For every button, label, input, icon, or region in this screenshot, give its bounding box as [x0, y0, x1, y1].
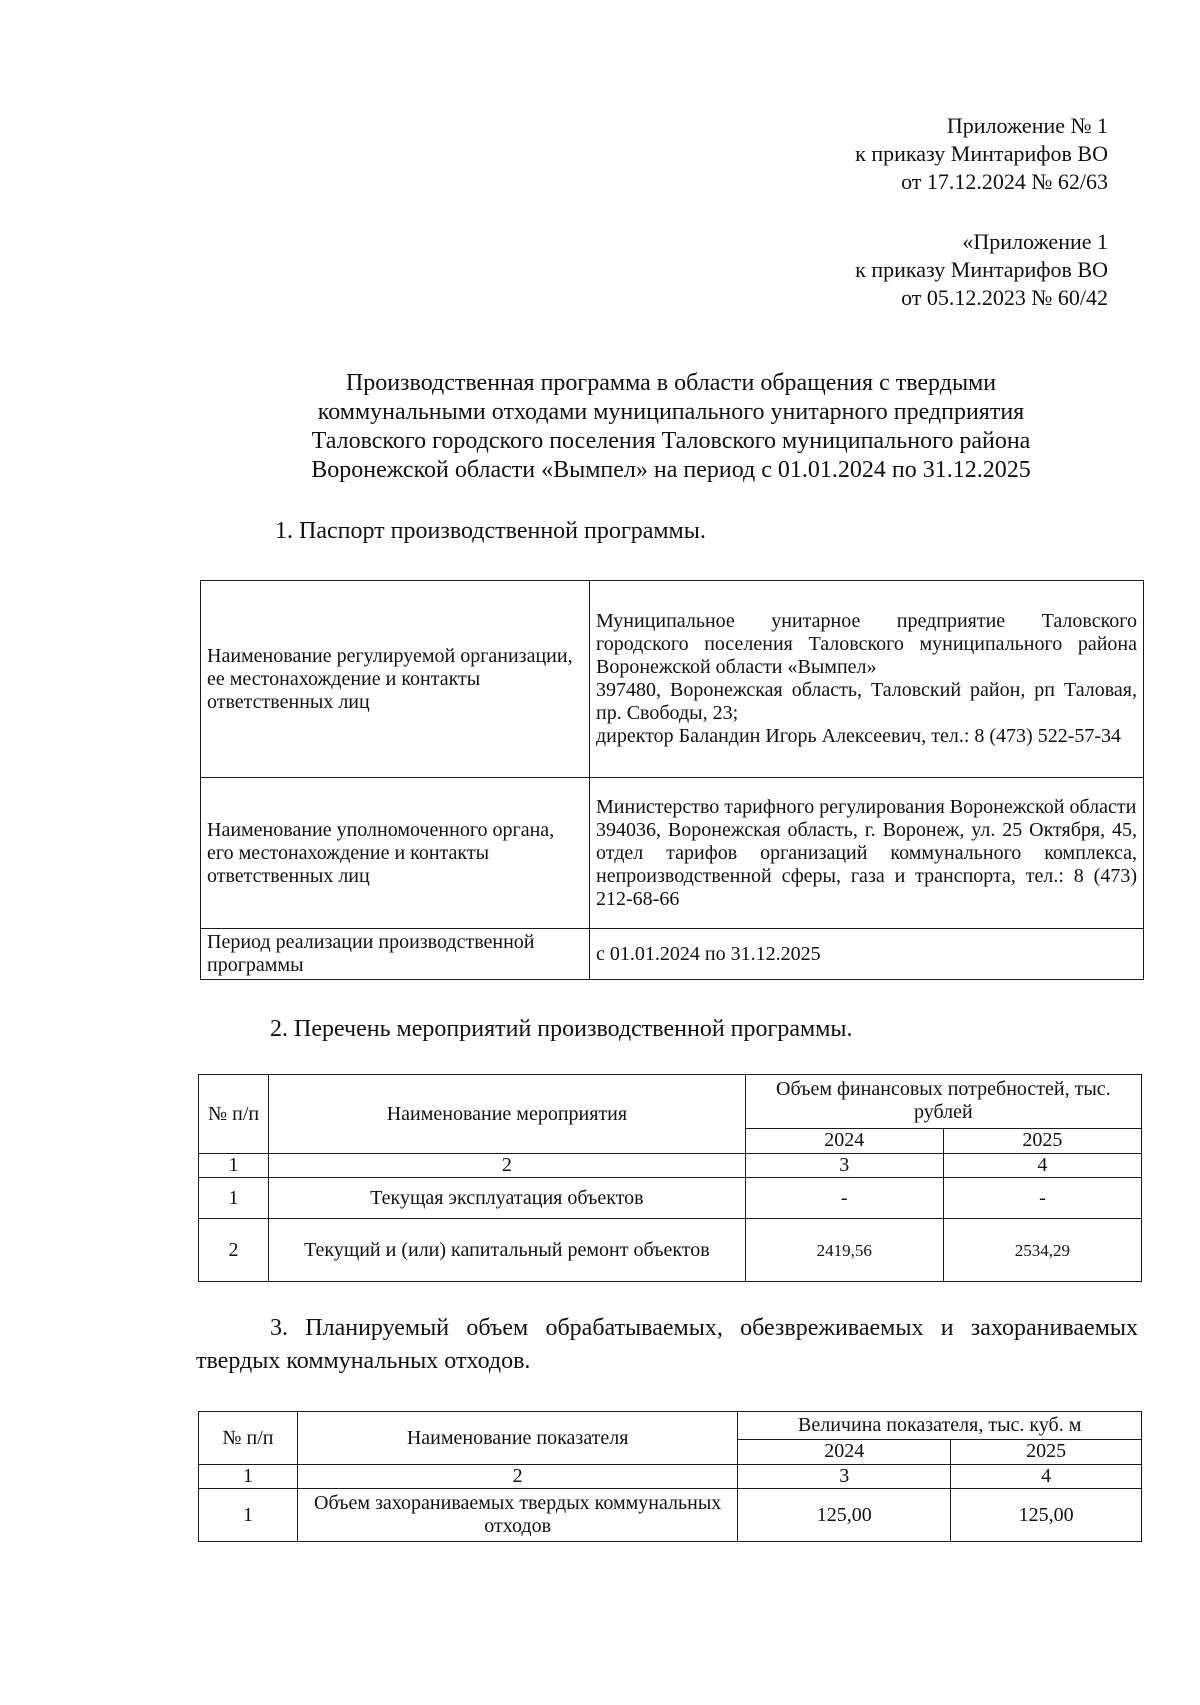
- table-cell-label: Период реализации производственной программы: [201, 929, 590, 980]
- organization-contact: директор Баландин Игорь Алексеевич, тел.: 8 (473) 522-57-34: [596, 725, 1122, 747]
- row-num: 1: [199, 1489, 298, 1542]
- authority-name: Министерство тарифного регулирования Воронежской области: [596, 795, 1137, 818]
- passport-table: [200, 580, 1144, 980]
- header-year-2025: 2025: [943, 1128, 1141, 1153]
- header-num: № п/п: [199, 1075, 269, 1154]
- column-number: 2: [297, 1465, 738, 1489]
- table-cell-label: Наименование уполномоченного органа, его местонахождение и контакты ответственных лиц: [201, 778, 590, 929]
- table-header-row: [199, 1412, 1142, 1440]
- row-num: 2: [199, 1219, 269, 1282]
- header-year-2024: 2024: [738, 1439, 951, 1464]
- table-cell-value: [590, 929, 1144, 980]
- row-name: Текущий и (или) капитальный ремонт объектов: [269, 1219, 746, 1282]
- row-name: Текущая эксплуатация объектов: [269, 1178, 746, 1219]
- row-value-2025: 125,00: [951, 1489, 1142, 1542]
- title-line3: Таловского городского поселения Таловского муниципального района: [311, 428, 1031, 454]
- table-row: [201, 778, 1144, 929]
- title-line2: коммунальными отходами муниципального унитарного предприятия: [317, 399, 1025, 425]
- header-year-2025: 2025: [951, 1439, 1142, 1464]
- column-number: 3: [738, 1465, 951, 1489]
- section-2-heading: 2. Перечень мероприятий производственной программы.: [270, 1016, 853, 1042]
- organization-name: Муниципальное унитарное предприятие Таловского городского поселения Таловского муниципального района Воронежской области «Вымпел»: [596, 610, 1137, 678]
- organization-address: 397480, Воронежская область, Таловский район, рп Таловая, пр. Свободы, 23;: [596, 679, 1137, 724]
- appendix-current-line3: от 17.12.2024 № 62/63: [901, 169, 1108, 194]
- table-row: [201, 929, 1144, 980]
- table-cell-value: [590, 581, 1144, 778]
- measures-table: [198, 1074, 1142, 1282]
- row-value-2025: -: [943, 1178, 1141, 1219]
- table-row: [199, 1489, 1142, 1542]
- title-line1: Производственная программа в области обращения с твердыми: [345, 370, 997, 396]
- column-number: 4: [951, 1465, 1142, 1489]
- header-name: Наименование показателя: [297, 1412, 738, 1465]
- section-3-heading: 3. Планируемый объем обрабатываемых, обезвреживаемых и захораниваемых твердых коммунальных отходов.: [196, 1315, 1138, 1374]
- appendix-original-reference: [855, 228, 1108, 312]
- row-value-2024: -: [745, 1178, 943, 1219]
- table-cell-value: [590, 778, 1144, 929]
- section-1-heading: 1. Паспорт производственной программы.: [275, 518, 706, 544]
- column-number: 3: [745, 1154, 943, 1178]
- column-number-row: [199, 1154, 1142, 1178]
- row-value-2024: 2419,56: [745, 1219, 943, 1282]
- column-number-row: [199, 1465, 1142, 1489]
- document-title: [196, 369, 1146, 485]
- title-line4: Воронежской области «Вымпел» на период с 01.01.2024 по 31.12.2025: [311, 457, 1031, 483]
- column-number: 1: [199, 1154, 269, 1178]
- table-row: [199, 1178, 1142, 1219]
- column-number: 4: [943, 1154, 1141, 1178]
- header-group: Объем финансовых потребностей, тыс. рублей: [745, 1075, 1141, 1129]
- header-group: Величина показателя, тыс. куб. м: [738, 1412, 1142, 1440]
- appendix-original-line3: от 05.12.2023 № 60/42: [901, 285, 1108, 310]
- authority-address: 394036, Воронежская область, г. Воронеж, ул. 25 Октября, 45, отдел тарифов организаций коммунального комплекса, непроизводственной сферы, газа и транспорта, тел.: 8 (473) 212-68-66: [596, 818, 1137, 910]
- table-row: [199, 1219, 1142, 1282]
- table-header-row: [199, 1075, 1142, 1129]
- header-name: Наименование мероприятия: [269, 1075, 746, 1154]
- table-cell-label: Наименование регулируемой организации, ее местонахождение и контакты ответственных лиц: [201, 581, 590, 778]
- row-name: Объем захораниваемых твердых коммунальных отходов: [297, 1489, 738, 1542]
- indicators-table: [198, 1411, 1142, 1542]
- row-num: 1: [199, 1178, 269, 1219]
- header-year-2024: 2024: [745, 1128, 943, 1153]
- column-number: 1: [199, 1465, 298, 1489]
- row-value-2024: 125,00: [738, 1489, 951, 1542]
- row-value-2025: 2534,29: [943, 1219, 1141, 1282]
- column-number: 2: [269, 1154, 746, 1178]
- appendix-current-line1: Приложение № 1: [946, 113, 1108, 138]
- appendix-current-reference: [855, 112, 1108, 196]
- header-num: № п/п: [199, 1412, 298, 1465]
- table-row: [201, 581, 1144, 778]
- appendix-original-line2: к приказу Минтарифов ВО: [855, 257, 1108, 282]
- appendix-current-line2: к приказу Минтарифов ВО: [855, 141, 1108, 166]
- program-period: с 01.01.2024 по 31.12.2025: [596, 942, 821, 965]
- appendix-original-line1: «Приложение 1: [962, 229, 1108, 254]
